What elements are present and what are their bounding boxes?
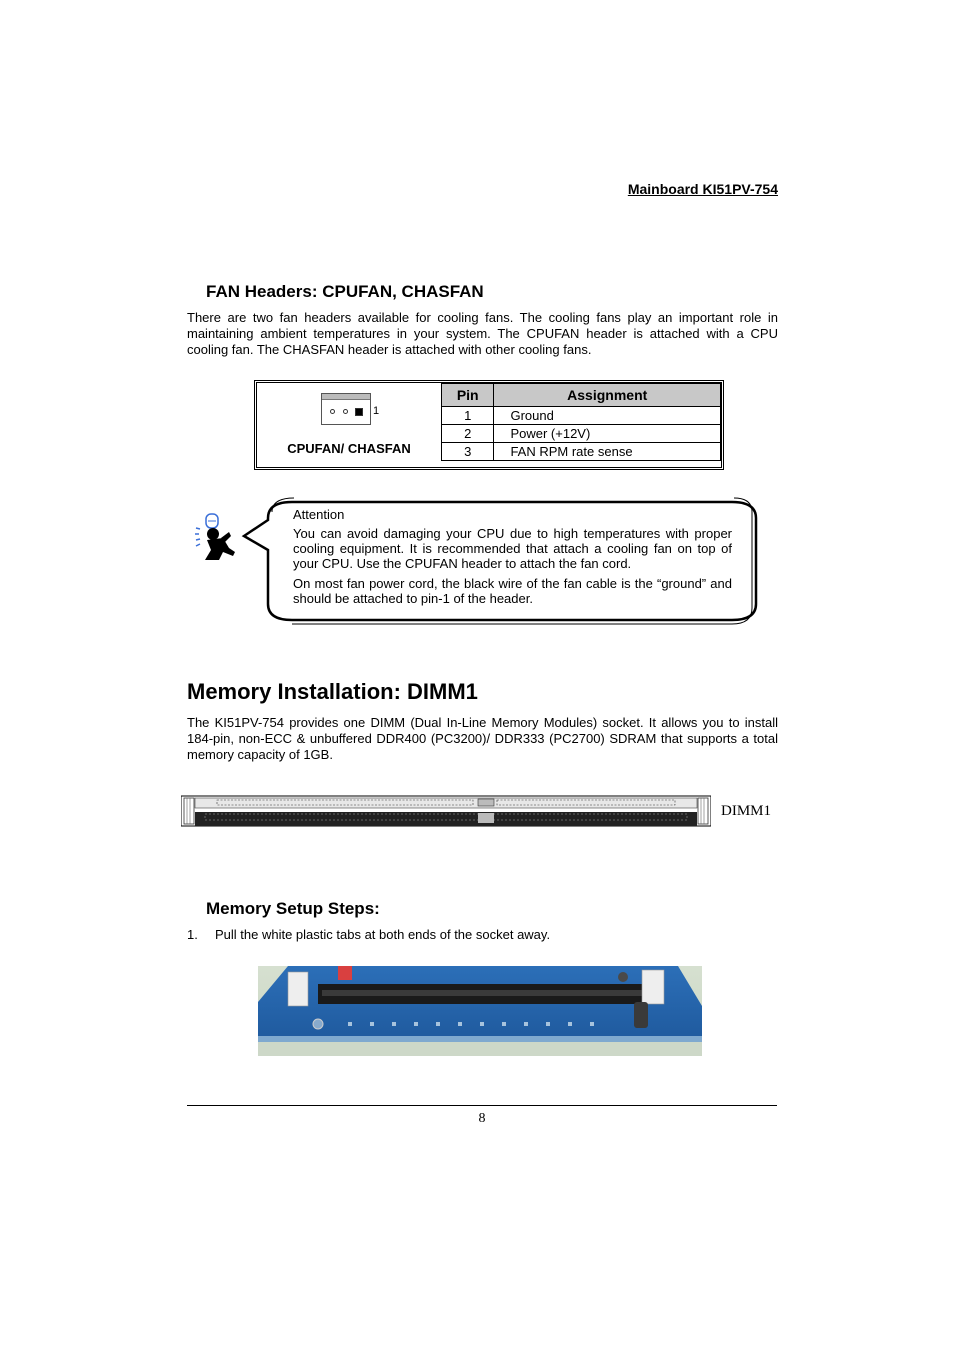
table-cell: Power (+12V) bbox=[494, 425, 721, 443]
table-row bbox=[442, 443, 721, 461]
fan-connector-icon bbox=[321, 393, 371, 425]
memory-installation-paragraph: The KI51PV-754 provides one DIMM (Dual In-Line Memory Modules) socket. It allows you to install 184-pin, non-ECC & unbuffered DDR400 (PC3200)/ DDR333 (PC2700) SDRAM that supports a total memory capacity of 1GB. bbox=[187, 715, 778, 762]
attention-paragraph-2: On most fan power cord, the black wire of the fan cable is the “ground” and should be attached to pin-1 of the header. bbox=[293, 576, 732, 606]
dimm-slot-diagram bbox=[181, 794, 711, 828]
table-cell: Ground bbox=[494, 407, 721, 425]
table-cell: 2 bbox=[442, 425, 494, 443]
fan-headers-paragraph: There are two fan headers available for cooling fans. The cooling fans play an important role in maintaining ambient temperatures in your system. The CPUFAN header is attached with a CPU cooling fan. The CHASFAN header is attached with other cooling fans. bbox=[187, 310, 778, 357]
fan-header-table-box bbox=[256, 382, 722, 468]
fan-connector-caption: CPUFAN/ CHASFAN bbox=[287, 441, 411, 456]
attention-paragraph-1: You can avoid damaging your CPU due to high temperatures with proper cooling equipment. It is recommended that attach a cooling fan on top of your CPU. Use the CPUFAN header to attach the fan cord. bbox=[293, 526, 732, 571]
page-header-title: Mainboard KI51PV-754 bbox=[627, 181, 778, 197]
fan-connector-diagram bbox=[257, 383, 441, 467]
list-item bbox=[187, 927, 550, 942]
memory-setup-heading: Memory Setup Steps: bbox=[206, 899, 380, 918]
table-row bbox=[442, 425, 721, 443]
fan-pin-table bbox=[441, 383, 721, 461]
table-header-pin: Pin bbox=[442, 384, 494, 407]
table-cell: FAN RPM rate sense bbox=[494, 443, 721, 461]
table-cell: 3 bbox=[442, 443, 494, 461]
fan-headers-heading: FAN Headers: CPUFAN, CHASFAN bbox=[206, 282, 484, 301]
step-text: Pull the white plastic tabs at both ends of the socket away. bbox=[215, 927, 551, 942]
footer-divider bbox=[187, 1105, 777, 1106]
table-row bbox=[442, 407, 721, 425]
dimm1-label: DIMM1 bbox=[721, 803, 772, 819]
table-header-assignment: Assignment bbox=[494, 384, 721, 407]
step-number: 1. bbox=[187, 927, 198, 942]
pin1-label: 1 bbox=[373, 405, 380, 417]
table-cell: 1 bbox=[442, 407, 494, 425]
attention-text bbox=[293, 507, 732, 611]
memory-installation-heading: Memory Installation: DIMM1 bbox=[187, 679, 478, 704]
attention-worker-icon bbox=[193, 512, 237, 564]
page-number: 8 bbox=[478, 1111, 486, 1126]
dimm-socket-photo bbox=[258, 966, 702, 1056]
attention-title: Attention bbox=[293, 507, 345, 522]
